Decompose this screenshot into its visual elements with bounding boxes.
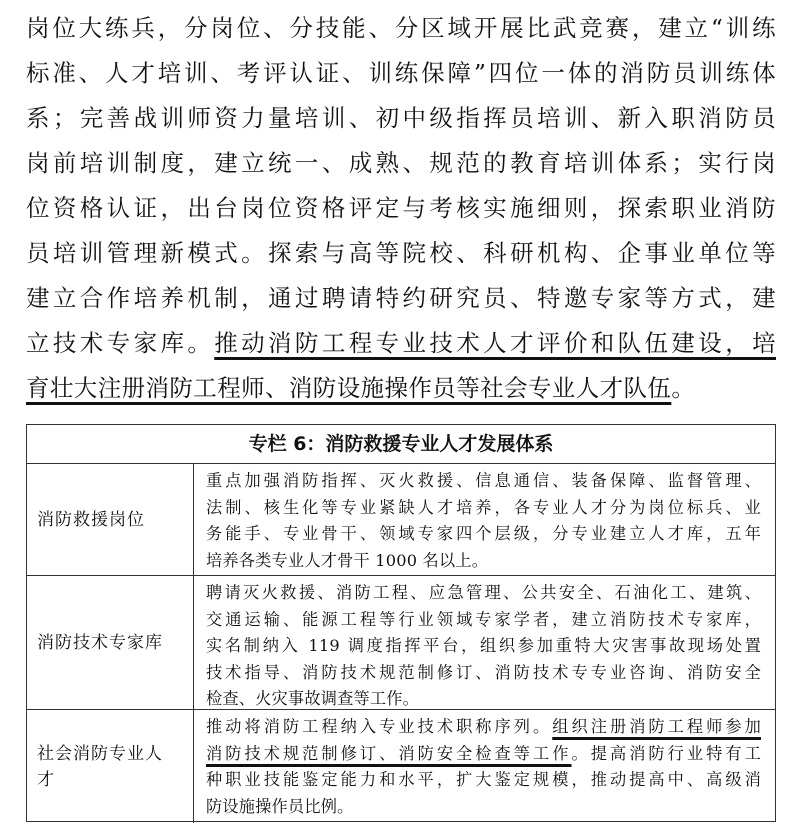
body-line: 系；完善战训师资力量培训、初中级指挥员培训、新入职消防员 bbox=[26, 104, 776, 132]
underlined-highlight: 组织注册消防工程师参加 bbox=[552, 717, 761, 736]
row-description bbox=[194, 464, 775, 575]
table-row bbox=[27, 576, 775, 710]
body-text-plain: 。 bbox=[671, 374, 696, 402]
description-line: 防设施操作员比例。 bbox=[206, 796, 354, 816]
body-line: 建立合作培养机制，通过聘请特约研究员、特邀专家等方式，建 bbox=[26, 284, 776, 312]
row-label-text: 消防技术专家库 bbox=[37, 632, 163, 653]
body-line bbox=[26, 321, 776, 366]
description-line: 聘请灭火救援、消防工程、应急管理、公共安全、石油化工、建筑、 bbox=[206, 583, 761, 602]
body-line: 岗前培训制度，建立统一、成熟、规范的教育培训体系；实行岗 bbox=[26, 149, 776, 177]
description-line: 法制、核生化等专业紧缺人才培养，各专业人才分为岗位标兵、业 bbox=[206, 497, 761, 517]
underlined-highlight: 育壮大注册消防工程师、消防设施操作员等社会专业人才队伍 bbox=[26, 374, 672, 402]
underlined-highlight: 消防技术规范制修订、消防安全检查等工作 bbox=[206, 743, 572, 763]
description-line: 技术指导、消防技术规范制修订、消防技术专专业咨询、消防安全 bbox=[206, 662, 761, 682]
description-line: 培养各类专业人才骨干 1000 名以上。 bbox=[206, 550, 489, 570]
feature-box-table bbox=[26, 424, 776, 822]
body-line: 位资格认证，出台岗位资格评定与考核实施细则，探索职业消防 bbox=[26, 194, 776, 222]
body-paragraph bbox=[26, 6, 776, 411]
row-description bbox=[194, 576, 775, 709]
description-line: 务能手、专业骨干、领域专家四个层级，分专业建立人才库，五年 bbox=[206, 524, 761, 543]
row-label-text: 社会消防专业人 bbox=[37, 743, 163, 764]
row-label bbox=[27, 464, 194, 575]
description-line: 实名制纳入 119 调度指挥平台，组织参加重特大灾害事故现场处置 bbox=[206, 636, 761, 655]
table-title: 专栏 6：消防救援专业人才发展体系 bbox=[27, 425, 775, 464]
row-label bbox=[27, 710, 194, 823]
row-description bbox=[194, 710, 775, 823]
description-line: 检查、火灾事故调查等工作。 bbox=[206, 689, 420, 708]
description-line: 种职业技能鉴定能力和水平，扩大鉴定规模，推动提高中、高级消 bbox=[206, 770, 761, 789]
description-text-plain: 。提高消防行业特有工 bbox=[571, 743, 761, 763]
description-line: 重点加强消防指挥、灭火救援、信息通信、装备保障、监督管理、 bbox=[206, 471, 761, 490]
table-row bbox=[27, 464, 775, 576]
body-line: 标准、人才培训、考评认证、训练保障”四位一体的消防员训练体 bbox=[26, 59, 776, 87]
body-text-plain: 立技术专家库。 bbox=[26, 329, 215, 357]
underlined-highlight: 推动消防工程专业技术人才评价和队伍建设，培 bbox=[214, 329, 776, 357]
body-line bbox=[26, 366, 776, 411]
row-label bbox=[27, 576, 194, 709]
body-line: 员培训管理新模式。探索与高等院校、科研机构、企事业单位等 bbox=[26, 239, 776, 267]
table-row bbox=[27, 710, 775, 823]
description-line bbox=[206, 714, 761, 741]
description-line: 交通运输、能源工程等行业领域专家学者，建立消防技术专家库， bbox=[206, 609, 761, 629]
body-line: 岗位大练兵，分岗位、分技能、分区域开展比武竞赛，建立“训练 bbox=[26, 14, 776, 42]
description-line bbox=[206, 741, 761, 768]
row-label-text: 消防救援岗位 bbox=[37, 509, 145, 530]
description-text-plain: 推动将消防工程纳入专业技术职称序列。 bbox=[206, 717, 553, 736]
row-label-text: 才 bbox=[37, 769, 55, 790]
